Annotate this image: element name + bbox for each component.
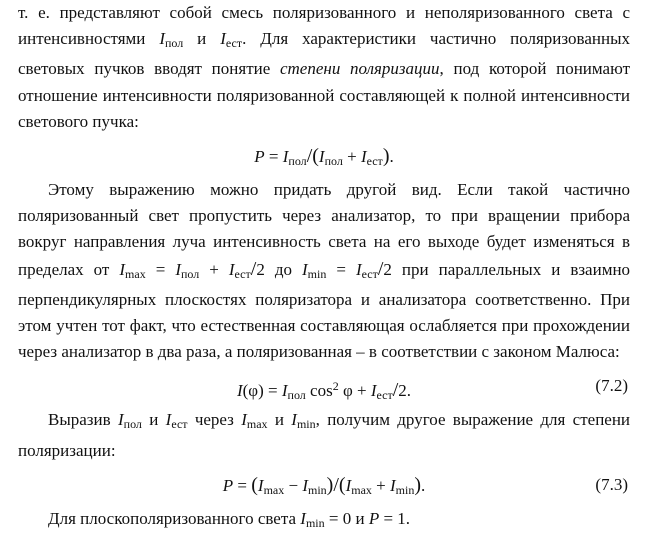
symbol-P: P — [368, 508, 380, 528]
paragraph-4 — [18, 506, 630, 536]
subscript-est: ест — [225, 36, 243, 51]
paragraph-3 — [18, 407, 630, 463]
symbol-I: I — [345, 475, 352, 495]
text: и — [149, 410, 159, 430]
symbol-phi: φ — [342, 381, 353, 401]
symbol-phi: φ — [248, 381, 259, 401]
subscript-max: max — [125, 266, 146, 281]
subscript-max: max — [246, 417, 268, 432]
text: и — [197, 29, 207, 49]
symbol-I: I — [165, 410, 172, 430]
text: и — [355, 508, 365, 528]
symbol-I: I — [241, 410, 247, 430]
symbol-I: I — [300, 508, 306, 528]
subscript-est: ест — [376, 388, 393, 403]
subscript-pol: пол — [164, 36, 184, 51]
subscript-min: min — [307, 266, 327, 281]
text: Для плоскополяризованного света — [48, 508, 297, 528]
symbol-I: I — [220, 29, 226, 49]
text: Выразив — [48, 410, 111, 430]
text: , получим другое выражение для степени поляризации: — [18, 410, 631, 460]
subscript-pol: пол — [287, 388, 306, 403]
subscript-pol: пол — [288, 154, 307, 169]
paragraph-2: Этому выражению можно придать другой вид. Если такой частично поляризованный свет пропустить через анализатор, то при вращении прибора вокруг направления луча интенсивность света на его выходе будет изменяться в пределах от $I_{max} = I_{пол} + I_{ест}/2$ до $I_{min} = I_{ест}/2$ при параллельных и взаимно перпендикулярных плоскостях поляризатора и анализатора соответственно. При этом учтен тот факт, что естественная составляющая ослабляется при прохождении через анализатор в два раза, а поляризованная – в соответствии с законом Малюса: — [18, 180, 631, 362]
equation-7-2: $I(\varphi) = I_{пол}$ $\cos^2 \varphi + I_{ест}/2$. (7.2) — [18, 367, 630, 405]
subscript-est: ест — [171, 417, 188, 432]
text: до — [274, 259, 292, 279]
symbol-I: I — [360, 147, 367, 167]
superscript-2: 2 — [332, 379, 339, 394]
divisor-2: 2 — [398, 381, 407, 401]
term-degree-of-polarization: степени поляризации — [279, 59, 440, 79]
equation-7-3: $P = (I_{max} - I_{min})/(I_{max} + I_{min})$. (7.3) — [18, 466, 630, 504]
subscript-max: max — [351, 482, 372, 497]
text: = 0 — [328, 508, 352, 528]
symbol-I: I — [228, 259, 235, 279]
symbol-I: I — [236, 381, 243, 401]
text: через — [194, 410, 234, 430]
symbol-I: I — [159, 29, 165, 49]
symbol-I: I — [302, 475, 308, 495]
equation-1: $P = I_{пол}/(I_{пол} + I_{ест})$. — [254, 145, 394, 169]
text: Этому выражению можно придать другой вид. Если такой частично поляризованный свет пропустить через анализатор, то при вращении прибора вокруг направления луча интенсивность света на его выходе будет изменяться в пределах от — [18, 180, 630, 279]
symbol-I: I — [175, 259, 181, 279]
subscript-min: min — [296, 417, 316, 432]
symbol-I: I — [257, 475, 264, 495]
subscript-est: ест — [366, 154, 383, 169]
subscript-min: min — [308, 482, 327, 497]
subscript-pol: пол — [324, 154, 343, 169]
subscript-est: ест — [361, 266, 378, 281]
text: т. е. представляют собой смесь поляризованного и неполяризованного света с интенсивностями — [18, 3, 630, 49]
text: при параллельных и взаимно перпендикулярных плоскостях поляризатора и анализатора соответственно. При этом учтен тот факт, что естественная составляющая ослабляется при прохождении через анализатор в два раза, а поляризованная – в соответствии с законом Малюса: — [18, 259, 631, 362]
subscript-pol: пол — [123, 417, 142, 432]
symbol-I: I — [117, 410, 124, 430]
text: , под которой понимают отношение интенсивности поляризованной составляющей к полной интенсивности светового пучка: — [18, 59, 630, 131]
symbol-P: P — [222, 475, 234, 495]
symbol-P: P — [254, 147, 265, 167]
text: . Для характеристики частично поляризованных световых пучков вводят понятие — [18, 29, 630, 79]
subscript-est: ест — [234, 266, 251, 281]
subscript-pol: пол — [181, 266, 200, 281]
text: = 1. — [383, 508, 411, 528]
subscript-min: min — [395, 482, 415, 497]
symbol-I: I — [119, 259, 126, 279]
subscript-min: min — [305, 515, 325, 530]
symbol-I: I — [291, 410, 297, 430]
symbol-I: I — [390, 475, 396, 495]
subscript-max: max — [263, 482, 285, 497]
symbol-I: I — [281, 381, 288, 401]
equation-number: (7.3) — [595, 474, 628, 494]
paragraph-1 — [18, 0, 630, 135]
cos: cos — [310, 381, 333, 401]
symbol-I: I — [282, 147, 289, 167]
symbol-I: I — [370, 381, 377, 401]
symbol-I: I — [355, 259, 362, 279]
equation-number: (7.2) — [595, 376, 628, 396]
symbol-I: I — [318, 147, 325, 167]
text: и — [274, 410, 284, 430]
symbol-I: I — [302, 259, 308, 279]
